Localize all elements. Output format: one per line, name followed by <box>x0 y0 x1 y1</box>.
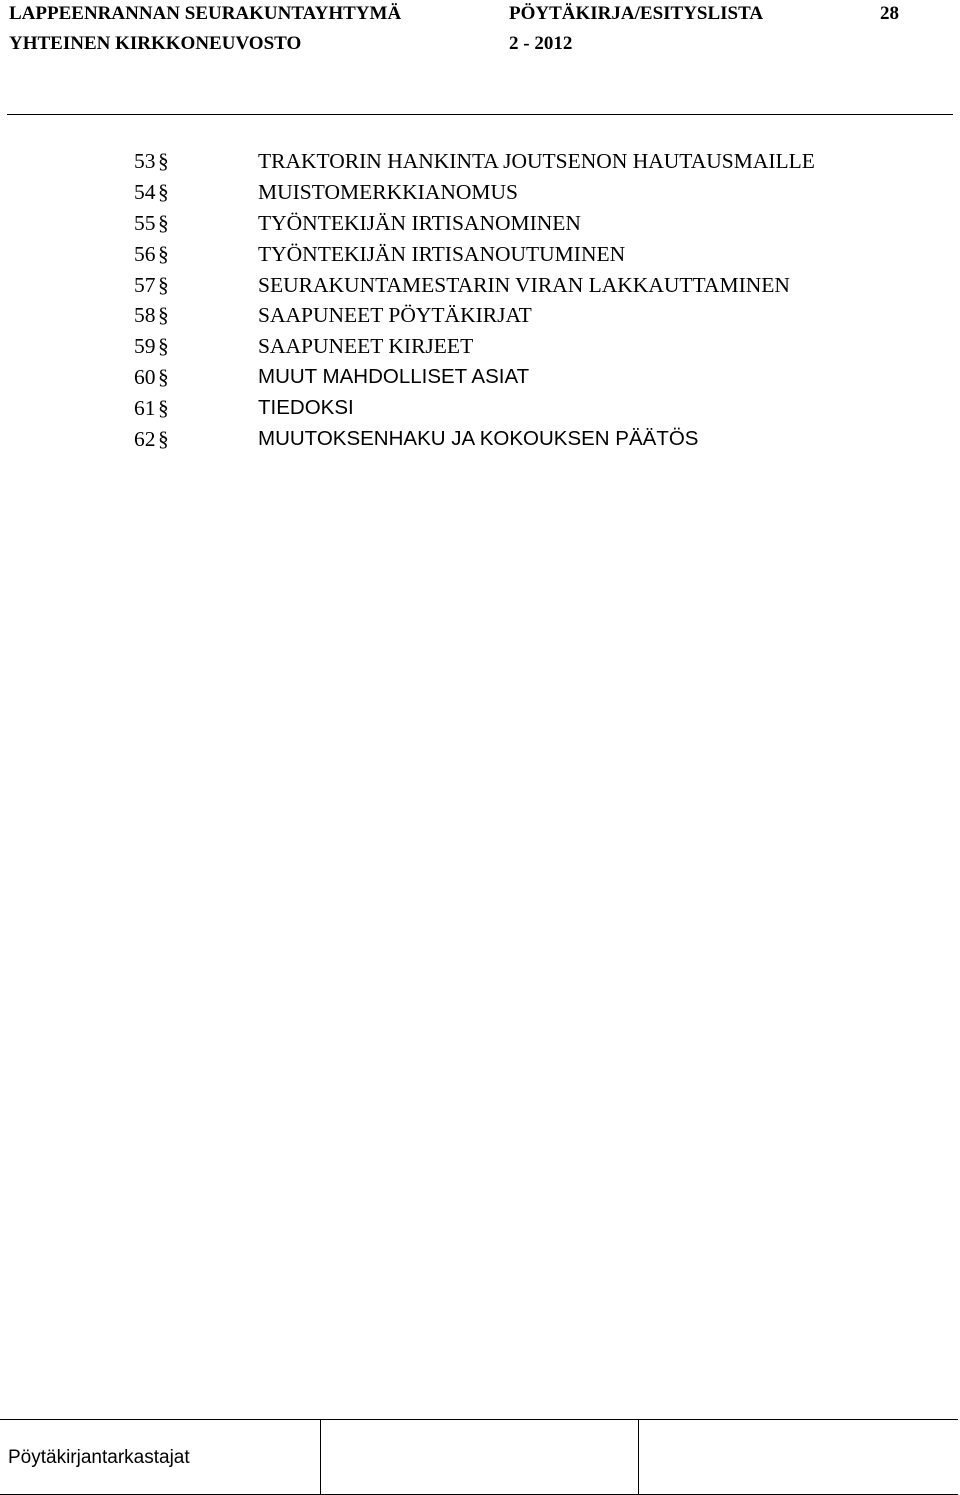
header-divider <box>7 114 953 115</box>
header-board: YHTEINEN KIRKKONEUVOSTO <box>9 33 302 54</box>
section-symbol: § <box>158 272 169 297</box>
agenda-item-number: 57 <box>134 272 156 297</box>
agenda-item <box>0 146 960 177</box>
agenda-item-title: TIEDOKSI <box>258 396 354 420</box>
agenda-item <box>0 270 960 301</box>
agenda-item-number: 61 <box>134 396 156 421</box>
agenda-item-number: 58 <box>134 303 156 328</box>
agenda-item-number: 55 <box>134 210 156 235</box>
section-symbol: § <box>158 210 169 235</box>
header-meeting-number: 2 - 2012 <box>509 33 573 54</box>
section-symbol: § <box>158 396 169 421</box>
section-symbol: § <box>158 303 169 328</box>
header-document-type: PÖYTÄKIRJA/ESITYSLISTA <box>509 3 764 24</box>
section-symbol: § <box>158 149 169 173</box>
agenda-item-title: TRAKTORIN HANKINTA JOUTSENON HAUTAUSMAILLE <box>258 149 815 173</box>
agenda-item <box>0 239 960 270</box>
header-page-number: 28 <box>880 3 899 24</box>
agenda-item-title: TYÖNTEKIJÄN IRTISANOUTUMINEN <box>258 241 626 266</box>
agenda-item-title: SEURAKUNTAMESTARIN VIRAN LAKKAUTTAMINEN <box>258 272 790 297</box>
agenda-item-title: SAAPUNEET KIRJEET <box>258 334 474 359</box>
agenda-item <box>0 393 960 424</box>
agenda-item-number: 56 <box>134 241 156 266</box>
agenda-item-title: MUISTOMERKKIANOMUS <box>258 179 519 204</box>
agenda-list <box>0 146 960 455</box>
section-symbol: § <box>158 334 169 359</box>
agenda-item <box>0 177 960 208</box>
agenda-item-title: MUUT MAHDOLLISET ASIAT <box>258 365 530 389</box>
section-symbol: § <box>158 365 169 390</box>
section-symbol: § <box>158 427 169 452</box>
agenda-item <box>0 362 960 393</box>
section-symbol: § <box>158 241 169 266</box>
agenda-item-title: TYÖNTEKIJÄN IRTISANOMINEN <box>258 210 581 235</box>
agenda-item-number: 53 <box>134 149 156 173</box>
signature-table <box>0 1419 958 1495</box>
signature-label: Pöytäkirjantarkastajat <box>8 1447 190 1468</box>
section-symbol: § <box>158 179 169 204</box>
agenda-item-number: 62 <box>134 427 156 452</box>
agenda-item <box>0 424 960 455</box>
agenda-item <box>0 331 960 362</box>
signature-label-cell <box>0 1420 321 1494</box>
signature-field-2 <box>639 1420 957 1494</box>
agenda-item-number: 54 <box>134 179 156 204</box>
agenda-item <box>0 208 960 239</box>
agenda-item-title: MUUTOKSENHAKU JA KOKOUKSEN PÄÄTÖS <box>258 427 699 451</box>
agenda-item-number: 59 <box>134 334 156 359</box>
agenda-item-title: SAAPUNEET PÖYTÄKIRJAT <box>258 303 532 328</box>
agenda-item-number: 60 <box>134 365 156 390</box>
header-organization: LAPPEENRANNAN SEURAKUNTAYHTYMÄ <box>9 3 402 24</box>
signature-field-1 <box>320 1420 639 1494</box>
agenda-item <box>0 300 960 331</box>
